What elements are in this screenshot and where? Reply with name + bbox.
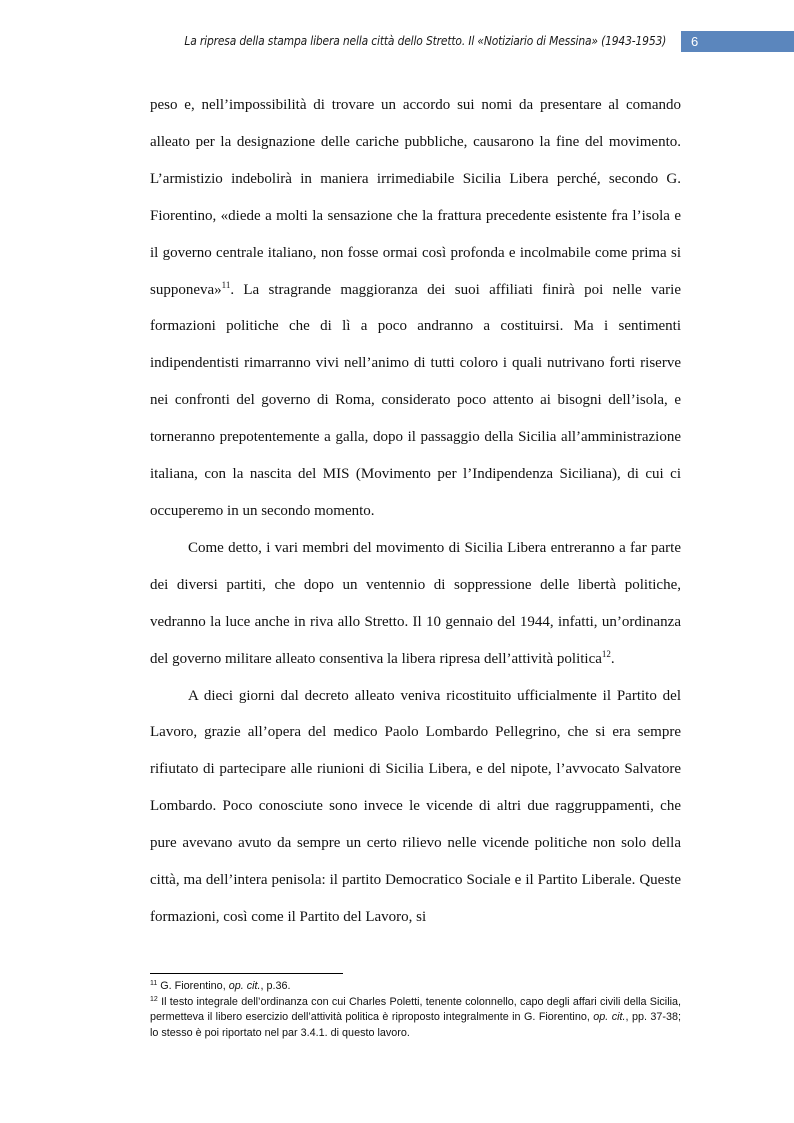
- footnotes: [150, 979, 681, 1041]
- footnote-ref-12[interactable]: 12: [601, 648, 611, 659]
- footnote-11: $^{11}$ G. Fiorentino, op. cit., p.36.: [150, 980, 291, 992]
- page-number-badge: 6: [681, 31, 794, 52]
- running-header: [0, 31, 794, 53]
- paragraph-3: A dieci giorni dal decreto alleato veniva ricostituito ufficialmente il Partito del Lavoro, grazie all’opera del medico Paolo Lombardo Pellegrino, che si era sempre rifiutato di partecipare alle riunioni di Sicilia Libera, e del nipote, l’avvocato Salvatore Lombardo. Poco conosciute sono invece le vicende di altri due raggruppamenti, che pure avevano avuto da sempre un certo rilievo nelle vicende politiche non solo della città, ma dell’intera penisola: il partito Democratico Sociale e il Partito Liberale. Queste formazioni, così come il Partito del Lavoro, si: [150, 687, 681, 925]
- paragraph-1: peso e, nell’impossibilità di trovare un accordo sui nomi da presentare al comando alleato per la designazione delle cariche pubbliche, causarono la fine del movimento. L’armistizio indebolirà in maniera irrimediabile Sicilia Libera perché, secondo G. Fiorentino, «diede a molti la sensazione che la frattura precedente esistente fra l’isola e il governo centrale italiano, non fosse ormai così profonda e incolmabile come prima si supponeva»$^{11}$. La stragrande maggioranza dei suoi affiliati finirà poi nelle varie formazioni politiche che di lì a poco andranno a costituirsi. Ma i sentimenti indipendentisti rimarranno vivi nell’animo di tutti coloro i quali nutrivano forti riserve nei confronti del governo di Roma, considerato poco attento ai bisogni dell’isola, e torneranno prepotentemente a galla, dopo il passaggio della Sicilia all’amministrazione italiana, con la nascita del MIS (Movimento per l’Indipendenza Siciliana), di cui ci occuperemo in un secondo momento.: [150, 97, 681, 519]
- header-title: La ripresa della stampa libera nella città dello Stretto. Il «Notiziario di Messina» (1943-1953): [184, 33, 666, 48]
- footnote-12: $^{12}$ Il testo integrale dell’ordinanza con cui Charles Poletti, tenente colonnello, capo degli affari civili della Sicilia, permetteva il libero esercizio dell’attività politica è riproposto integralmente in G. Fiorentino, op. cit., pp. 37-38; lo stesso è poi riportato nel par 3.4.1. di questo lavoro.: [150, 995, 682, 1039]
- footnote-ref-11[interactable]: 11: [221, 279, 231, 290]
- paragraph-2: Come detto, i vari membri del movimento di Sicilia Libera entreranno a far parte dei diversi partiti, che dopo un ventennio di soppressione delle libertà politiche, vedranno la luce anche in riva allo Stretto. Il 10 gennaio del 1944, infatti, un’ordinanza del governo militare alleato consentiva la libera ripresa dell’attività politica$^{12}$.: [150, 539, 681, 667]
- footnote-separator: [150, 973, 343, 974]
- body-text: [150, 87, 681, 936]
